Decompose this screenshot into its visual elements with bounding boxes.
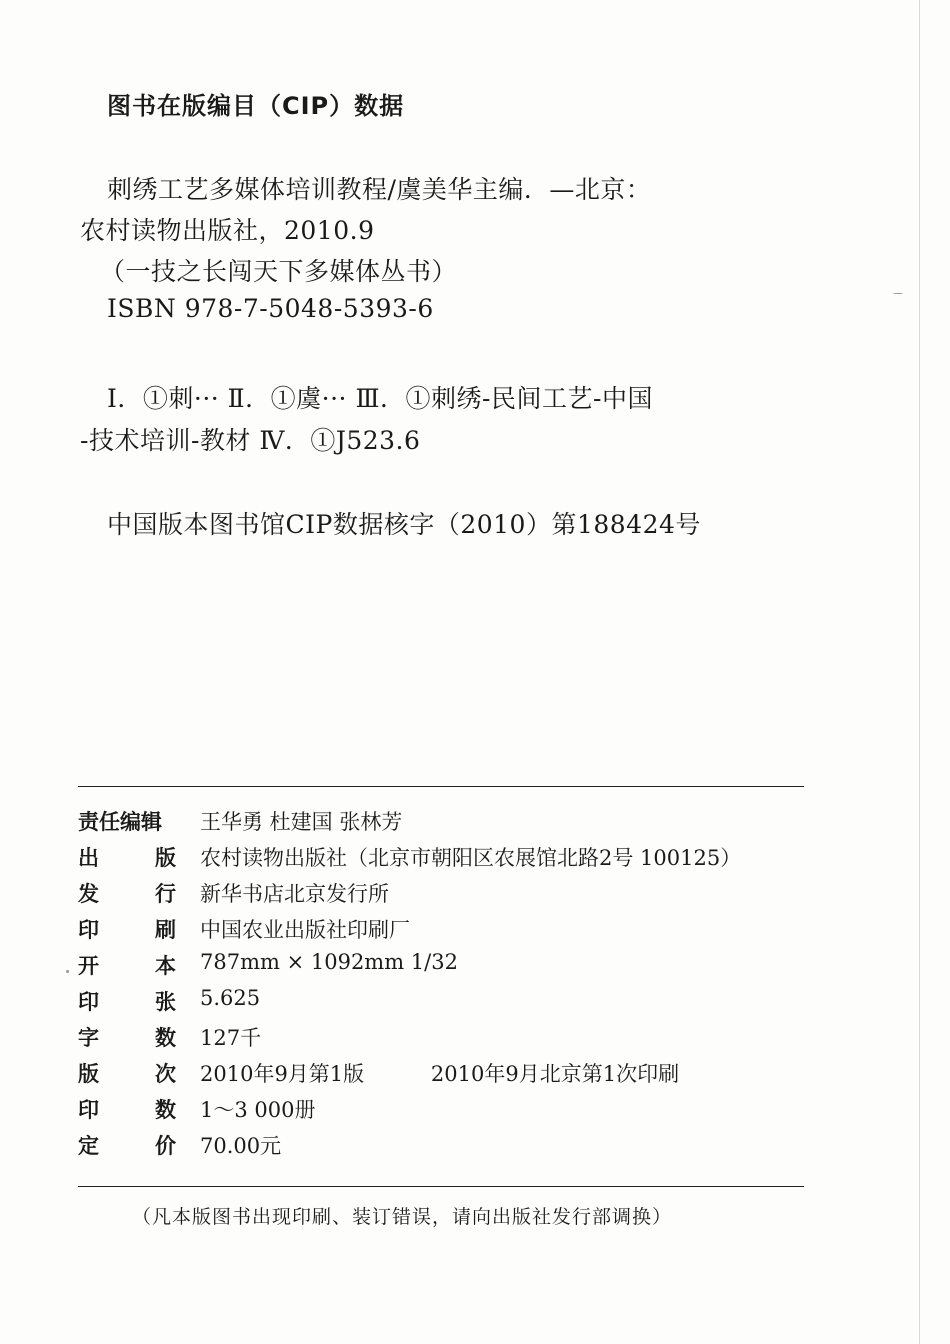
- info-label: 印 刷: [78, 918, 176, 942]
- info-row-sheets: [78, 986, 818, 1022]
- info-value: 70.00元: [200, 1134, 282, 1158]
- info-label: 开 本: [78, 954, 176, 978]
- cip-isbn-line: ISBN 978-7-5048-5393-6: [107, 294, 434, 323]
- info-value: 2010年9月第1版 2010年9月北京第1次印刷: [200, 1062, 680, 1086]
- info-value: 中国农业出版社印刷厂: [200, 918, 410, 942]
- info-label: 出 版: [78, 846, 176, 870]
- cip-classification-line-2: -技术培训-教材 Ⅳ．①J523.6: [80, 426, 421, 455]
- cip-verification-line: 中国版本图书馆CIP数据核字（2010）第188424号: [107, 510, 701, 539]
- info-value: 王华勇 杜建国 张林芳: [200, 810, 403, 834]
- info-label: 字 数: [78, 1026, 176, 1050]
- info-value: 127千: [200, 1026, 262, 1050]
- info-label: 发 行: [78, 882, 176, 906]
- cip-heading: 图书在版编目（CIP）数据: [107, 92, 405, 120]
- info-label: 印 张: [78, 990, 176, 1014]
- info-value: 农村读物出版社（北京市朝阳区农展馆北路2号 100125）: [200, 846, 742, 870]
- cip-publisher-line: 农村读物出版社，2010.9: [80, 216, 375, 245]
- publication-info: [78, 806, 818, 1166]
- scan-speck: [893, 293, 903, 294]
- top-divider: [78, 786, 804, 787]
- info-row-editor: [78, 806, 818, 842]
- bottom-divider: [78, 1186, 804, 1187]
- info-row-printer: [78, 914, 818, 950]
- replacement-notice: （凡本版图书出现印刷、装订错误，请向出版社发行部调换）: [132, 1206, 673, 1228]
- info-row-word-count: [78, 1022, 818, 1058]
- page-edge-line: [919, 0, 920, 1344]
- info-label: 版 次: [78, 1062, 176, 1086]
- info-row-price: [78, 1130, 818, 1166]
- info-value: 1～3 000册: [200, 1098, 316, 1122]
- info-row-edition: [78, 1058, 818, 1094]
- info-row-format: [78, 950, 818, 986]
- info-label: 责任编辑: [78, 810, 162, 834]
- info-value: 5.625: [200, 986, 261, 1010]
- info-row-publisher: [78, 842, 818, 878]
- info-row-print-run: [78, 1094, 818, 1130]
- info-label: 定 价: [78, 1134, 176, 1158]
- info-value: 787mm × 1092mm 1/32: [200, 950, 458, 974]
- cip-title-line: 刺绣工艺多媒体培训教程/虞美华主编．—北京：: [107, 175, 652, 204]
- scan-speck: [66, 970, 69, 973]
- cip-classification-line: Ⅰ．①刺··· Ⅱ．①虞··· Ⅲ．①刺绣-民间工艺-中国: [107, 384, 653, 413]
- info-label: 印 数: [78, 1098, 176, 1122]
- info-row-distributor: [78, 878, 818, 914]
- info-value: 新华书店北京发行所: [200, 882, 389, 906]
- cip-series-line: （一技之长闯天下多媒体丛书）: [100, 257, 458, 286]
